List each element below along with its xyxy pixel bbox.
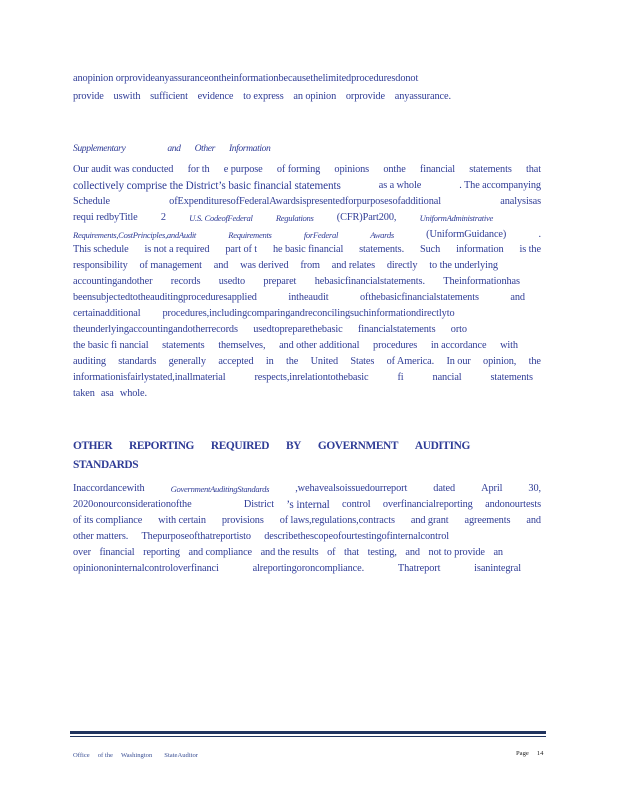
- text-span: Such: [419, 244, 441, 255]
- text-span: and: [510, 292, 525, 303]
- text-span: ofExpendituresofFederalAwardsispresentedforpurposesofadditional: [169, 196, 442, 207]
- text-span: 2: [160, 212, 166, 223]
- text-span: GovernmentAuditingStandards: [170, 484, 270, 494]
- footer-word: Office: [73, 752, 90, 759]
- text-span: andonourtests: [485, 499, 541, 510]
- text-span: the: [285, 356, 299, 367]
- text-span: preparet: [263, 276, 297, 287]
- paragraph-line: [73, 179, 541, 193]
- text-span: financial: [99, 547, 135, 558]
- paragraph-line: [73, 243, 541, 257]
- paragraph-line: [73, 371, 533, 385]
- text-span: beensubjectedtotheauditingproceduresapplied: [73, 292, 257, 303]
- text-span: taken: [73, 388, 95, 399]
- text-span: ’s internal: [286, 499, 330, 511]
- text-span: with certain: [158, 515, 206, 526]
- text-span: evidence: [197, 91, 234, 102]
- text-span: Awards: [370, 230, 394, 240]
- footer-page-number: [516, 750, 543, 757]
- text-span: that: [344, 547, 360, 558]
- footer-office-name: [73, 752, 198, 759]
- heading-word: GOVERNMENT: [317, 440, 399, 452]
- text-span: and other additional: [279, 340, 360, 351]
- text-span: intheaudit: [288, 292, 329, 303]
- text-span: anyassurance.: [394, 91, 451, 102]
- paragraph-line: [73, 195, 541, 209]
- paragraph-line: [73, 546, 503, 560]
- text-span: as a whole: [378, 180, 422, 191]
- text-span: Inaccordancewith: [73, 483, 145, 494]
- heading-word: REPORTING: [129, 440, 195, 452]
- heading-word: STANDARDS: [73, 459, 139, 471]
- text-span: 2020onourconsiderationofthe: [73, 499, 192, 510]
- text-span: UniformAdministrative: [419, 213, 493, 223]
- text-span: not to provide: [428, 547, 485, 558]
- text-span: statements: [490, 372, 533, 383]
- text-span: generally: [168, 356, 206, 367]
- text-span: isanintegral: [474, 563, 521, 574]
- heading-word: OTHER: [73, 440, 113, 452]
- text-span: provisions: [221, 515, 264, 526]
- text-span: the: [528, 356, 541, 367]
- text-span: of laws,regulations,contracts: [279, 515, 395, 526]
- text-span: anopinion orprovideanyassuranceontheinformationbecausethelimitedproceduresdonot: [73, 73, 419, 84]
- paragraph-line: [73, 355, 541, 369]
- text-span: records: [170, 276, 201, 287]
- text-span: and: [526, 515, 541, 526]
- text-span: opiniononinternalcontroloverfinanci: [73, 563, 219, 574]
- text-span: ,wehavealsoissuedourreport: [295, 483, 408, 494]
- text-span: United: [310, 356, 338, 367]
- text-span: of management: [139, 260, 202, 271]
- text-span: of: [327, 547, 336, 558]
- paragraph-line: [73, 323, 467, 337]
- paragraph-line: [73, 275, 520, 289]
- heading-word: Supplementary: [73, 143, 126, 154]
- text-span: provide: [73, 91, 104, 102]
- text-span: overfinancialreporting: [382, 499, 473, 510]
- section-heading-other-reporting: [73, 440, 470, 452]
- text-span: usedto: [218, 276, 246, 287]
- text-span: for th: [187, 164, 210, 175]
- paragraph-line: [73, 72, 541, 86]
- text-span: an: [493, 547, 503, 558]
- text-span: agreements: [464, 515, 511, 526]
- text-span: In our: [446, 356, 471, 367]
- heading-word: and: [167, 143, 181, 154]
- text-span: collectively comprise the District’s basic financial statements: [73, 180, 341, 192]
- text-span: of America.: [386, 356, 435, 367]
- text-span: Requirements,CostPrinciples,andAudit: [73, 230, 197, 240]
- text-span: reporting: [143, 547, 180, 558]
- text-span: and: [213, 260, 229, 271]
- text-span: accepted: [218, 356, 254, 367]
- text-span: in: [265, 356, 274, 367]
- text-span: ofthebasicfinancialstatements: [360, 292, 479, 303]
- text-span: analysisas: [500, 196, 541, 207]
- text-span: and compliance: [188, 547, 253, 558]
- paragraph-line: [73, 562, 521, 576]
- text-span: usedtopreparethebasic: [253, 324, 343, 335]
- text-span: to express: [243, 91, 284, 102]
- text-span: This schedule: [73, 244, 129, 255]
- text-span: Thepurposeofthatreportisto: [141, 531, 251, 542]
- text-span: financial: [419, 164, 456, 175]
- text-span: of forming: [276, 164, 321, 175]
- text-span: of its compliance: [73, 515, 143, 526]
- footer-word: Washington: [120, 752, 153, 759]
- text-span: Regulations: [275, 213, 314, 223]
- paragraph-line: [73, 211, 493, 225]
- paragraph-line: [73, 482, 541, 496]
- text-span: nancial: [432, 372, 462, 383]
- text-span: auditing: [73, 356, 106, 367]
- section-heading-supplementary: [73, 143, 270, 154]
- text-span: April: [481, 483, 503, 494]
- paragraph-line: [73, 339, 518, 353]
- text-span: procedures: [373, 340, 418, 351]
- text-span: part of t: [225, 244, 258, 255]
- text-span: theunderlyingaccountingandotherrecords: [73, 324, 238, 335]
- heading-word: Other: [194, 143, 215, 154]
- text-span: District: [243, 499, 274, 510]
- text-span: is the: [519, 244, 541, 255]
- heading-word: BY: [285, 440, 301, 452]
- text-span: orto: [450, 324, 467, 335]
- text-span: in accordance: [430, 340, 487, 351]
- text-span: Our audit was conducted: [73, 164, 174, 175]
- text-span: and relates: [331, 260, 375, 271]
- text-span: statements: [469, 164, 512, 175]
- text-span: opinions: [334, 164, 370, 175]
- paragraph-line: [73, 530, 449, 544]
- text-span: and the results: [260, 547, 319, 558]
- text-span: over: [73, 547, 91, 558]
- paragraph-line: [73, 228, 541, 242]
- text-span: was derived: [240, 260, 289, 271]
- text-span: is not a required: [144, 244, 210, 255]
- text-span: requi redbyTitle: [73, 212, 138, 223]
- text-span: and: [405, 547, 420, 558]
- text-span: asa: [100, 388, 114, 399]
- text-span: describethescopeofourtestingofinternalcontrol: [264, 531, 449, 542]
- text-span: alreportingoroncompliance.: [252, 563, 365, 574]
- page-label: Page: [516, 750, 529, 757]
- text-span: informationisfairlystated,inallmaterial: [73, 372, 226, 383]
- text-span: fi: [397, 372, 404, 383]
- text-span: Schedule: [73, 196, 110, 207]
- paragraph-line: [73, 90, 451, 104]
- text-span: .: [538, 229, 541, 240]
- footer-rule-thin: [70, 736, 546, 737]
- text-span: Requirements: [228, 230, 272, 240]
- text-span: opinion,: [483, 356, 517, 367]
- text-span: uswith: [113, 91, 141, 102]
- text-span: themselves,: [218, 340, 266, 351]
- text-span: with: [500, 340, 518, 351]
- footer-word: StateAuditor: [164, 752, 198, 759]
- text-span: forFederal: [303, 230, 339, 240]
- text-span: testing,: [367, 547, 397, 558]
- text-span: procedures,includingcomparingandreconcilingsuchinformationdirectlyto: [162, 308, 455, 319]
- text-span: responsibility: [73, 260, 128, 271]
- text-span: . The accompanying: [459, 180, 541, 191]
- paragraph-line: [73, 498, 541, 512]
- paragraph-line: [73, 291, 525, 305]
- footer-rule-thick: [70, 731, 546, 734]
- text-span: U.S. CodeofFederal: [189, 213, 253, 223]
- text-span: control: [342, 499, 371, 510]
- text-span: accountingandother: [73, 276, 153, 287]
- text-span: he basic financial: [272, 244, 344, 255]
- text-span: other matters.: [73, 531, 129, 542]
- text-span: financialstatements: [357, 324, 436, 335]
- text-span: (UniformGuidance): [426, 229, 507, 240]
- text-span: statements: [162, 340, 205, 351]
- heading-word: REQUIRED: [210, 440, 270, 452]
- text-span: orprovide: [345, 91, 386, 102]
- paragraph-line: [73, 514, 541, 528]
- heading-word: Information: [228, 143, 271, 154]
- text-span: to the underlying: [429, 260, 498, 271]
- text-span: States: [350, 356, 375, 367]
- text-span: information: [456, 244, 504, 255]
- paragraph-line: [73, 259, 498, 273]
- paragraph-line: [73, 307, 541, 321]
- text-span: that: [525, 164, 541, 175]
- text-span: whole.: [119, 388, 147, 399]
- text-span: standards: [118, 356, 157, 367]
- heading-word: AUDITING: [414, 440, 470, 452]
- paragraph-line: [73, 163, 541, 177]
- text-span: respects,inrelationtothebasic: [254, 372, 369, 383]
- text-span: dated: [433, 483, 456, 494]
- text-span: hebasicfinancialstatements.: [314, 276, 425, 287]
- text-span: e purpose: [223, 164, 263, 175]
- page-number: 14: [536, 750, 544, 757]
- text-span: an opinion: [293, 91, 337, 102]
- footer-word: of the: [97, 752, 113, 759]
- text-span: onthe: [383, 164, 406, 175]
- text-span: from: [300, 260, 320, 271]
- text-span: Thatreport: [397, 563, 441, 574]
- text-span: directly: [386, 260, 418, 271]
- text-span: and grant: [410, 515, 449, 526]
- text-span: the basic fi nancial: [73, 340, 149, 351]
- text-span: 30,: [528, 483, 541, 494]
- text-span: Theinformationhas: [443, 276, 520, 287]
- paragraph-line: [73, 387, 147, 401]
- text-span: certainadditional: [73, 308, 141, 319]
- text-span: sufficient: [150, 91, 188, 102]
- section-heading-other-reporting-cont: [73, 459, 138, 471]
- text-span: statements.: [359, 244, 405, 255]
- text-span: (CFR)Part200,: [336, 212, 397, 223]
